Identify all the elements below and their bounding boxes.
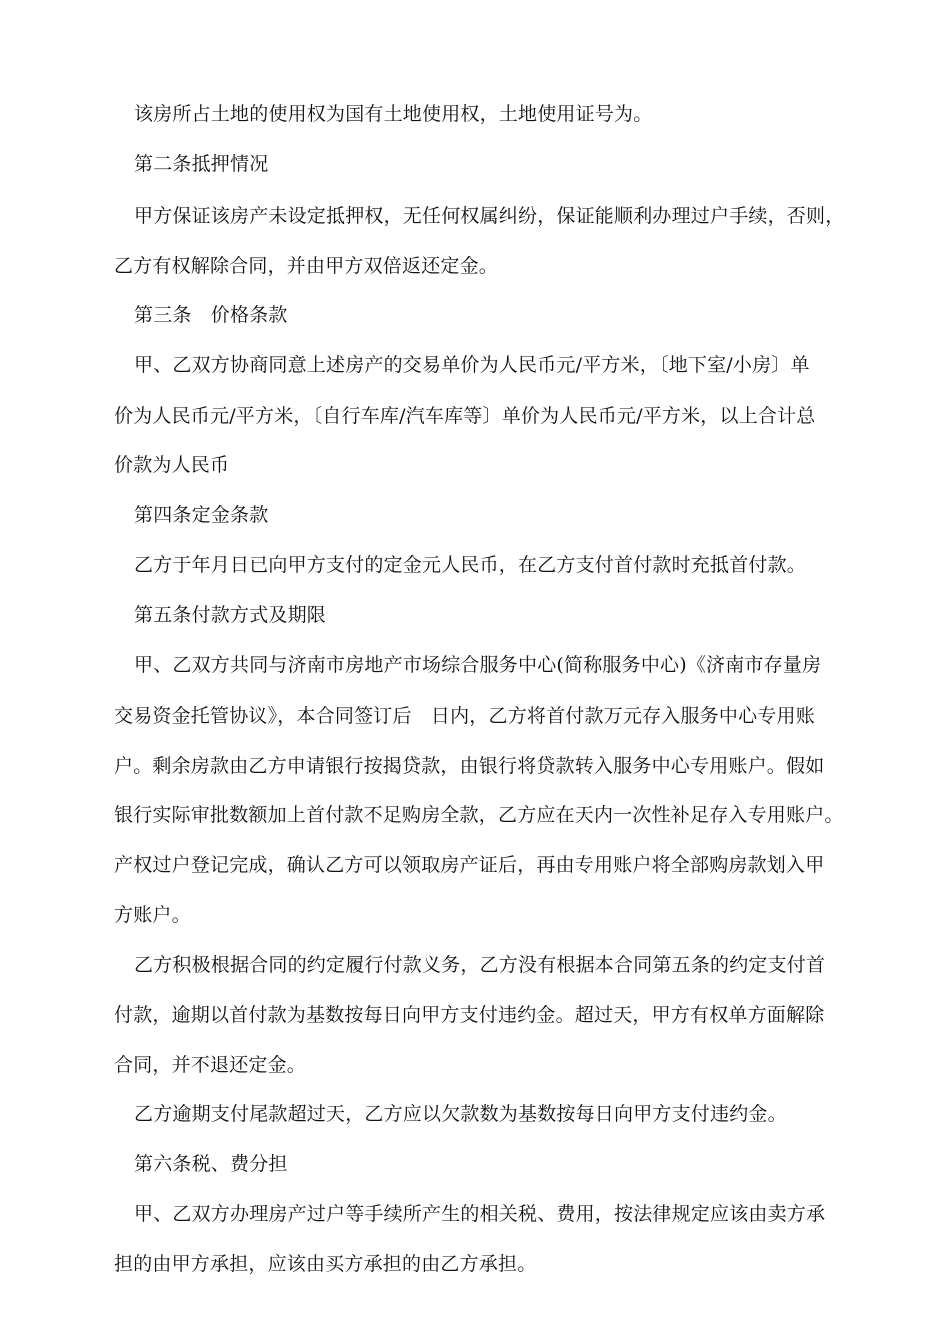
section-heading-taxes: 第六条税、费分担 <box>134 1153 288 1175</box>
section-heading-price: 第三条 价格条款 <box>134 304 288 326</box>
paragraph-line: 担的由甲方承担，应该由买方承担的由乙方承担。 <box>114 1253 537 1275</box>
paragraph-line: 银行实际审批数额加上首付款不足购房全款，乙方应在天内一次性补足存入专用账户。 <box>114 804 844 826</box>
paragraph-line: 价为人民币元/平方米，〔自行车库/汽车库等〕单价为人民币元/平方米，以上合计总 <box>114 405 816 427</box>
paragraph-line: 甲方保证该房产未设定抵押权，无任何权属纠纷，保证能顺利办理过户手续，否则， <box>134 205 845 227</box>
section-heading-deposit: 第四条定金条款 <box>134 504 269 526</box>
paragraph-line: 价款为人民币 <box>114 454 230 476</box>
paragraph-line: 甲、乙双方共同与济南市房地产市场综合服务中心(简称服务中心)《济南市存量房 <box>134 654 822 676</box>
paragraph-line: 交易资金托管协议》，本合同签订后 日内，乙方将首付款万元存入服务中心专用账 <box>114 705 815 727</box>
paragraph-line: 合同，并不退还定金。 <box>114 1054 307 1076</box>
paragraph-line: 甲、乙双方办理房产过户等手续所产生的相关税、费用，按法律规定应该由卖方承 <box>134 1203 826 1225</box>
paragraph-line: 方账户。 <box>114 904 191 926</box>
paragraph-line: 付款，逾期以首付款为基数按每日向甲方支付违约金。超过天，甲方有权单方面解除 <box>114 1004 825 1026</box>
section-heading-payment: 第五条付款方式及期限 <box>134 604 327 626</box>
paragraph-line: 该房所占土地的使用权为国有土地使用权，土地使用证号为。 <box>134 103 653 125</box>
section-heading-mortgage: 第二条抵押情况 <box>134 153 269 175</box>
paragraph-line: 产权过户登记完成，确认乙方可以领取房产证后，再由专用账户将全部购房款划入甲 <box>114 854 825 876</box>
paragraph-line: 乙方有权解除合同，并由甲方双倍返还定金。 <box>114 255 499 277</box>
paragraph-line: 乙方逾期支付尾款超过天，乙方应以欠款数为基数按每日向甲方支付违约金。 <box>134 1103 787 1125</box>
paragraph-line: 乙方于年月日已向甲方支付的定金元人民币，在乙方支付首付款时充抵首付款。 <box>134 554 807 576</box>
paragraph-line: 乙方积极根据合同的约定履行付款义务，乙方没有根据本合同第五条的约定支付首 <box>134 954 826 976</box>
paragraph-line: 甲、乙双方协商同意上述房产的交易单价为人民币元/平方米，〔地下室/小房〕单 <box>134 354 810 376</box>
paragraph-line: 户。剩余房款由乙方申请银行按揭贷款，由银行将贷款转入服务中心专用账户。假如 <box>114 755 825 777</box>
